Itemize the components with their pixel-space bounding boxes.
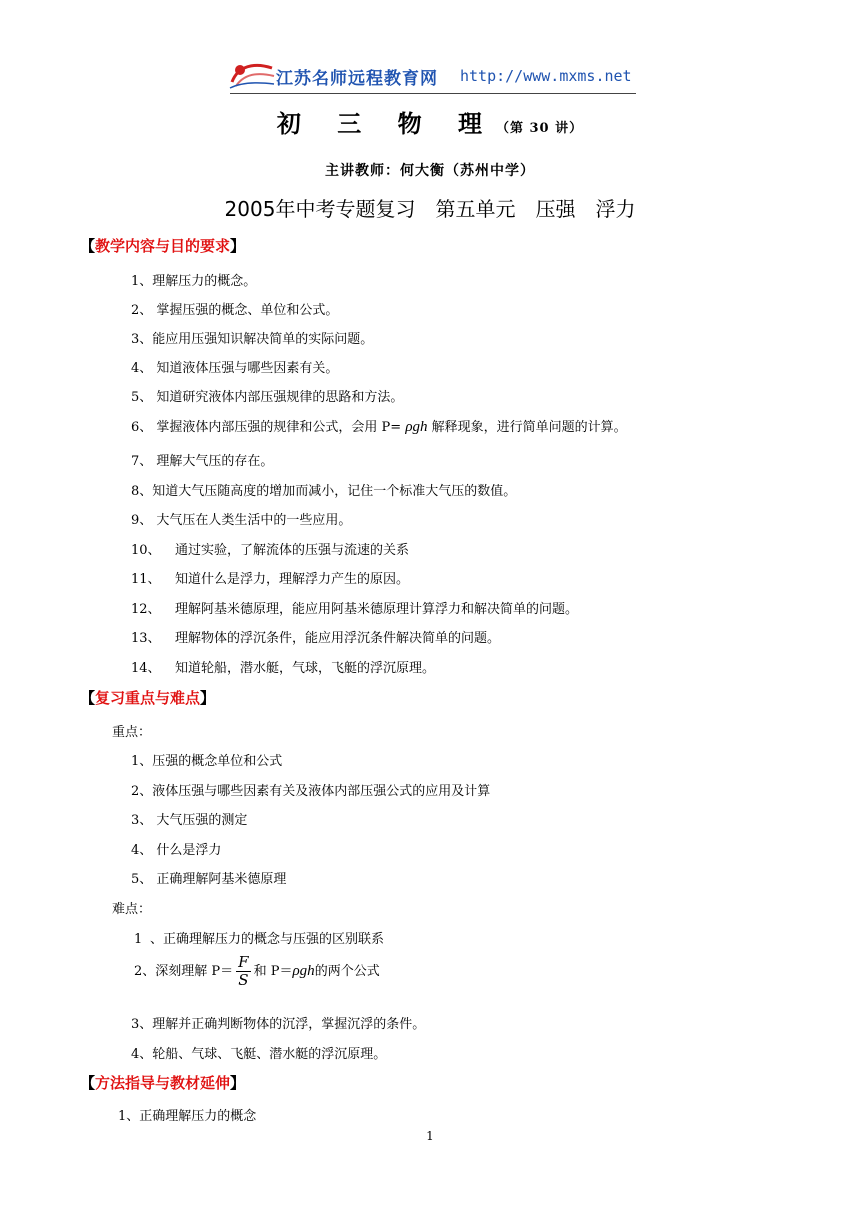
header-divider [230,93,636,94]
list-item: 3、理解并正确判断物体的沉浮，掌握沉浮的条件。 [131,1017,426,1032]
list-item: 10、 通过实验，了解流体的压强与流速的关系 [131,543,410,558]
section2-heading: 【复习重点与难点】 [80,689,216,707]
list-item: 2、液体压强与哪些因素有关及液体内部压强公式的应用及计算 [131,784,491,799]
section3-title: 方法指导与教材延伸 [95,1074,231,1092]
title-lecture: （第 30 讲） [495,121,584,136]
list-item: 11、 知道什么是浮力，理解浮力产生的原因。 [131,572,410,587]
site-url[interactable]: http://www.mxms.net [460,67,632,85]
section1-title: 教学内容与目的要求 [95,237,231,255]
logo-swirl-icon [228,60,276,90]
formula-rho-g-h: ρgh [292,963,315,979]
page-number: 1 [426,1129,434,1143]
list-item: 5、 知道研究液体内部压强规律的思路和方法。 [131,390,404,405]
list-item: 3、能应用压强知识解决简单的实际问题。 [131,332,374,347]
key-points-label: 重点： [112,725,152,740]
list-item: 1、理解压力的概念。 [131,274,257,289]
list-item: 7、 理解大气压的存在。 [131,454,274,469]
list-item: 2、深刻理解 P＝ $\frac{F}{S}$ 和 P＝ρgh的两个公式 [134,953,380,989]
list-item: 4、 知道液体压强与哪些因素有关。 [131,361,339,376]
list-item: 1、正确理解压力的概念 [118,1109,257,1124]
list-item: 4、 什么是浮力 [131,843,222,858]
list-item: 8、知道大气压随高度的增加而减小，记住一个标准大气压的数值。 [131,484,517,499]
section3-heading: 【方法指导与教材延伸】 [80,1074,246,1092]
list-item: 12、 理解阿基米德原理，能应用阿基米德原理计算浮力和解决简单的问题。 [131,602,579,617]
logo-text: 江苏名师远程教育网 [276,69,438,89]
unit-heading: 2005年中考专题复习 第五单元 压强 浮力 [224,197,636,221]
difficult-points-label: 难点： [112,902,152,917]
list-item: 9、 大气压在人类生活中的一些应用。 [131,513,352,528]
list-item: 1 、正确理解压力的概念与压强的区别联系 [134,932,385,947]
section1-heading: 【教学内容与目的要求】 [80,237,246,255]
formula-rho-g-h: ρgh [405,419,428,435]
list-item: 1、压强的概念单位和公式 [131,754,283,769]
teacher-line: 主讲教师：何大衡（苏州中学） [325,163,535,179]
list-item: 4、轮船、气球、飞艇、潜水艇的浮沉原理。 [131,1047,387,1062]
site-header [228,58,636,96]
list-item: 3、 大气压强的测定 [131,813,248,828]
list-item: 13、 理解物体的浮沉条件，能应用浮沉条件解决简单的问题。 [131,631,501,646]
page-title [0,104,860,139]
list-item: 5、 正确理解阿基米德原理 [131,872,287,887]
section2-title: 复习重点与难点 [95,689,201,707]
list-item: 14、 知道轮船，潜水艇，气球，飞艇的浮沉原理。 [131,661,436,676]
list-item: 6、 掌握液体内部压强的规律和公式，会用 P= ρgh 解释现象，进行简单问题的计算。 [131,419,627,435]
list-item: 2、 掌握压强的概念、单位和公式。 [131,303,339,318]
fraction-f-over-s: $\frac{F}{S}$ [238,953,249,989]
title-main: 初 三 物 理 [276,109,496,138]
